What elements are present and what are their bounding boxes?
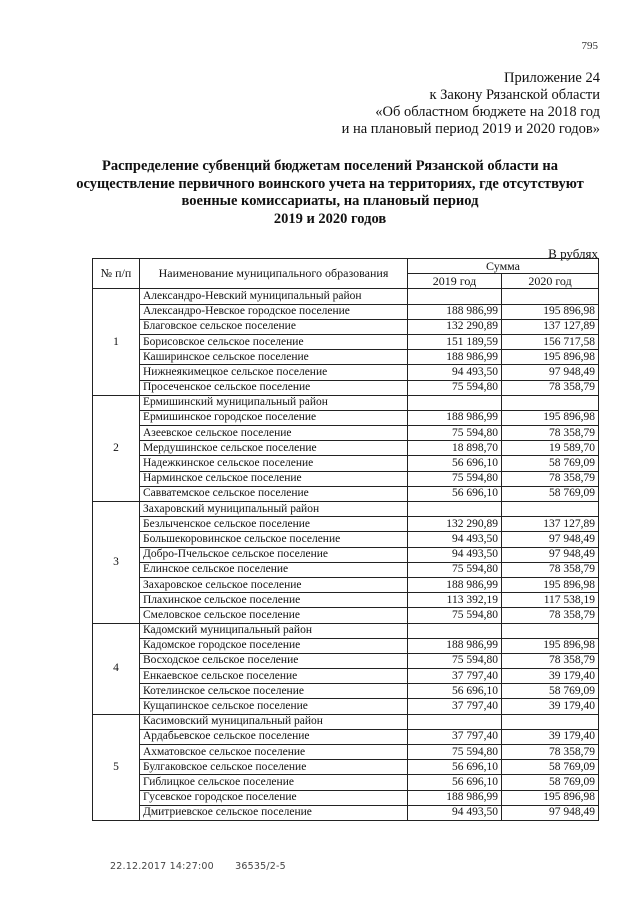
amount-2019: 94 493,50 xyxy=(408,805,502,820)
amount-2019: 18 898,70 xyxy=(408,441,502,456)
table-row xyxy=(93,805,599,820)
amount-2019: 188 986,99 xyxy=(408,304,502,319)
amount-2019: 188 986,99 xyxy=(408,638,502,653)
amount-2020: 117 538,19 xyxy=(502,593,599,608)
empty-cell xyxy=(502,395,599,410)
appendix-line: к Закону Рязанской области xyxy=(429,87,600,103)
district-number: 4 xyxy=(93,623,140,714)
settlement-name: Смеловское сельское поселение xyxy=(140,608,408,623)
table-row xyxy=(93,547,599,562)
appendix-line: Приложение 24 xyxy=(504,70,600,86)
settlement-name: Восходское сельское поселение xyxy=(140,653,408,668)
amount-2019: 75 594,80 xyxy=(408,745,502,760)
table-row xyxy=(93,760,599,775)
amount-2020: 97 948,49 xyxy=(502,805,599,820)
district-row xyxy=(93,623,599,638)
table-row xyxy=(93,517,599,532)
amount-2020: 195 896,98 xyxy=(502,577,599,592)
table-row xyxy=(93,334,599,349)
table-row xyxy=(93,319,599,334)
settlement-name: Гусевское городское поселение xyxy=(140,790,408,805)
district-number: 3 xyxy=(93,502,140,624)
table-row xyxy=(93,608,599,623)
district-number: 2 xyxy=(93,395,140,501)
settlement-name: Елинское сельское поселение xyxy=(140,562,408,577)
table-row xyxy=(93,669,599,684)
amount-2019: 132 290,89 xyxy=(408,319,502,334)
amount-2019: 75 594,80 xyxy=(408,380,502,395)
settlement-name: Кущапинское сельское поселение xyxy=(140,699,408,714)
amount-2019: 75 594,80 xyxy=(408,653,502,668)
district-row xyxy=(93,502,599,517)
settlement-name: Мердушинское сельское поселение xyxy=(140,441,408,456)
currency-note: В рублях xyxy=(548,246,598,261)
settlement-name: Булгаковское сельское поселение xyxy=(140,760,408,775)
amount-2019: 94 493,50 xyxy=(408,365,502,380)
settlement-name: Безлыченское сельское поселение xyxy=(140,517,408,532)
empty-cell xyxy=(502,714,599,729)
district-row xyxy=(93,714,599,729)
empty-cell xyxy=(408,289,502,304)
table-row xyxy=(93,684,599,699)
amount-2019: 94 493,50 xyxy=(408,547,502,562)
table-row xyxy=(93,562,599,577)
amount-2020: 58 769,09 xyxy=(502,760,599,775)
table-row xyxy=(93,380,599,395)
settlement-name: Каширинское сельское поселение xyxy=(140,350,408,365)
empty-cell xyxy=(408,714,502,729)
table-row xyxy=(93,365,599,380)
amount-2019: 56 696,10 xyxy=(408,760,502,775)
settlement-name: Котелинское сельское поселение xyxy=(140,684,408,699)
amount-2019: 56 696,10 xyxy=(408,486,502,501)
table-row xyxy=(93,729,599,744)
table-row xyxy=(93,304,599,319)
table-row xyxy=(93,486,599,501)
amount-2020: 137 127,89 xyxy=(502,517,599,532)
district-name: Касимовский муниципальный район xyxy=(140,714,408,729)
table-row xyxy=(93,699,599,714)
amount-2020: 195 896,98 xyxy=(502,790,599,805)
amount-2019: 37 797,40 xyxy=(408,729,502,744)
footer-timestamp: 22.12.2017 14:27:00 xyxy=(110,861,214,872)
district-name: Кадомский муниципальный район xyxy=(140,623,408,638)
empty-cell xyxy=(408,502,502,517)
amount-2020: 78 358,79 xyxy=(502,426,599,441)
settlement-name: Азеевское сельское поселение xyxy=(140,426,408,441)
settlement-name: Надежкинское сельское поселение xyxy=(140,456,408,471)
amount-2020: 195 896,98 xyxy=(502,350,599,365)
amount-2020: 39 179,40 xyxy=(502,699,599,714)
settlement-name: Дмитриевское сельское поселение xyxy=(140,805,408,820)
amount-2020: 58 769,09 xyxy=(502,775,599,790)
settlement-name: Кадомское городское поселение xyxy=(140,638,408,653)
settlement-name: Енкаевское сельское поселение xyxy=(140,669,408,684)
amount-2020: 97 948,49 xyxy=(502,365,599,380)
settlement-name: Нижнеякимецкое сельское поселение xyxy=(140,365,408,380)
amount-2019: 188 986,99 xyxy=(408,790,502,805)
amount-2020: 195 896,98 xyxy=(502,304,599,319)
district-name: Захаровский муниципальный район xyxy=(140,502,408,517)
settlement-name: Захаровское сельское поселение xyxy=(140,577,408,592)
settlement-name: Борисовское сельское поселение xyxy=(140,334,408,349)
title-line: 2019 и 2020 годов xyxy=(273,210,387,227)
header-2019: 2019 год xyxy=(408,274,502,289)
header-2020: 2020 год xyxy=(502,274,599,289)
document-title xyxy=(40,158,620,228)
table-row xyxy=(93,350,599,365)
amount-2019: 94 493,50 xyxy=(408,532,502,547)
amount-2019: 113 392,19 xyxy=(408,593,502,608)
empty-cell xyxy=(408,623,502,638)
amount-2020: 137 127,89 xyxy=(502,319,599,334)
page-number: 795 xyxy=(581,40,598,52)
table-row xyxy=(93,426,599,441)
district-row xyxy=(93,395,599,410)
district-row xyxy=(93,289,599,304)
settlement-name: Савватемское сельское поселение xyxy=(140,486,408,501)
footer xyxy=(110,861,304,872)
settlement-name: Ардабьевское сельское поселение xyxy=(140,729,408,744)
amount-2019: 56 696,10 xyxy=(408,456,502,471)
district-name: Александро-Невский муниципальный район xyxy=(140,289,408,304)
amount-2019: 188 986,99 xyxy=(408,577,502,592)
amount-2019: 188 986,99 xyxy=(408,410,502,425)
empty-cell xyxy=(502,289,599,304)
empty-cell xyxy=(502,502,599,517)
amount-2019: 56 696,10 xyxy=(408,775,502,790)
footer-doc-code: 36535/2-5 xyxy=(235,861,286,872)
amount-2020: 97 948,49 xyxy=(502,532,599,547)
amount-2020: 78 358,79 xyxy=(502,380,599,395)
district-name: Ермишинский муниципальный район xyxy=(140,395,408,410)
amount-2020: 78 358,79 xyxy=(502,653,599,668)
amount-2019: 132 290,89 xyxy=(408,517,502,532)
settlement-name: Просеченское сельское поселение xyxy=(140,380,408,395)
settlement-name: Благовское сельское поселение xyxy=(140,319,408,334)
table-row xyxy=(93,456,599,471)
amount-2020: 39 179,40 xyxy=(502,669,599,684)
title-line: военные комиссариаты, на плановый период xyxy=(181,193,479,209)
amount-2020: 97 948,49 xyxy=(502,547,599,562)
header-num: № п/п xyxy=(93,259,140,289)
amount-2020: 58 769,09 xyxy=(502,486,599,501)
header-sum: Сумма xyxy=(408,259,599,274)
amount-2020: 195 896,98 xyxy=(502,410,599,425)
settlement-name: Гиблицкое сельское поселение xyxy=(140,775,408,790)
amount-2019: 75 594,80 xyxy=(408,562,502,577)
amount-2019: 188 986,99 xyxy=(408,350,502,365)
appendix-line: и на плановый период 2019 и 2020 годов» xyxy=(341,121,600,137)
amount-2019: 75 594,80 xyxy=(408,608,502,623)
table-row xyxy=(93,532,599,547)
amount-2020: 78 358,79 xyxy=(502,471,599,486)
table-row xyxy=(93,775,599,790)
amount-2019: 151 189,59 xyxy=(408,334,502,349)
amount-2020: 78 358,79 xyxy=(502,745,599,760)
table-row xyxy=(93,441,599,456)
settlement-name: Ахматовское сельское поселение xyxy=(140,745,408,760)
amount-2020: 195 896,98 xyxy=(502,638,599,653)
settlement-name: Ермишинское городское поселение xyxy=(140,410,408,425)
header-name: Наименование муниципального образования xyxy=(140,259,408,289)
amount-2019: 37 797,40 xyxy=(408,669,502,684)
table-row xyxy=(93,638,599,653)
table-row xyxy=(93,790,599,805)
amount-2020: 39 179,40 xyxy=(502,729,599,744)
amount-2020: 19 589,70 xyxy=(502,441,599,456)
subvention-table xyxy=(92,258,599,821)
table-row xyxy=(93,653,599,668)
settlement-name: Большекоровинское сельское поселение xyxy=(140,532,408,547)
settlement-name: Добро-Пчельское сельское поселение xyxy=(140,547,408,562)
title-line: осуществление первичного воинского учета на территориях, где отсутствуют xyxy=(76,175,584,192)
table-row xyxy=(93,745,599,760)
district-number: 5 xyxy=(93,714,140,820)
empty-cell xyxy=(502,623,599,638)
amount-2020: 78 358,79 xyxy=(502,608,599,623)
amount-2019: 56 696,10 xyxy=(408,684,502,699)
title-line: Распределение субвенций бюджетам поселений Рязанской области на xyxy=(102,158,558,174)
district-number: 1 xyxy=(93,289,140,395)
amount-2020: 78 358,79 xyxy=(502,562,599,577)
amount-2019: 37 797,40 xyxy=(408,699,502,714)
amount-2019: 75 594,80 xyxy=(408,426,502,441)
amount-2020: 58 769,09 xyxy=(502,684,599,699)
table-row xyxy=(93,410,599,425)
empty-cell xyxy=(408,395,502,410)
amount-2019: 75 594,80 xyxy=(408,471,502,486)
appendix-line: «Об областном бюджете на 2018 год xyxy=(375,104,600,120)
appendix-header xyxy=(200,70,600,138)
table-row xyxy=(93,593,599,608)
table-row xyxy=(93,471,599,486)
settlement-name: Александро-Невское городское поселение xyxy=(140,304,408,319)
amount-2020: 156 717,58 xyxy=(502,334,599,349)
amount-2020: 58 769,09 xyxy=(502,456,599,471)
settlement-name: Плахинское сельское поселение xyxy=(140,593,408,608)
settlement-name: Нарминское сельское поселение xyxy=(140,471,408,486)
table-row xyxy=(93,577,599,592)
